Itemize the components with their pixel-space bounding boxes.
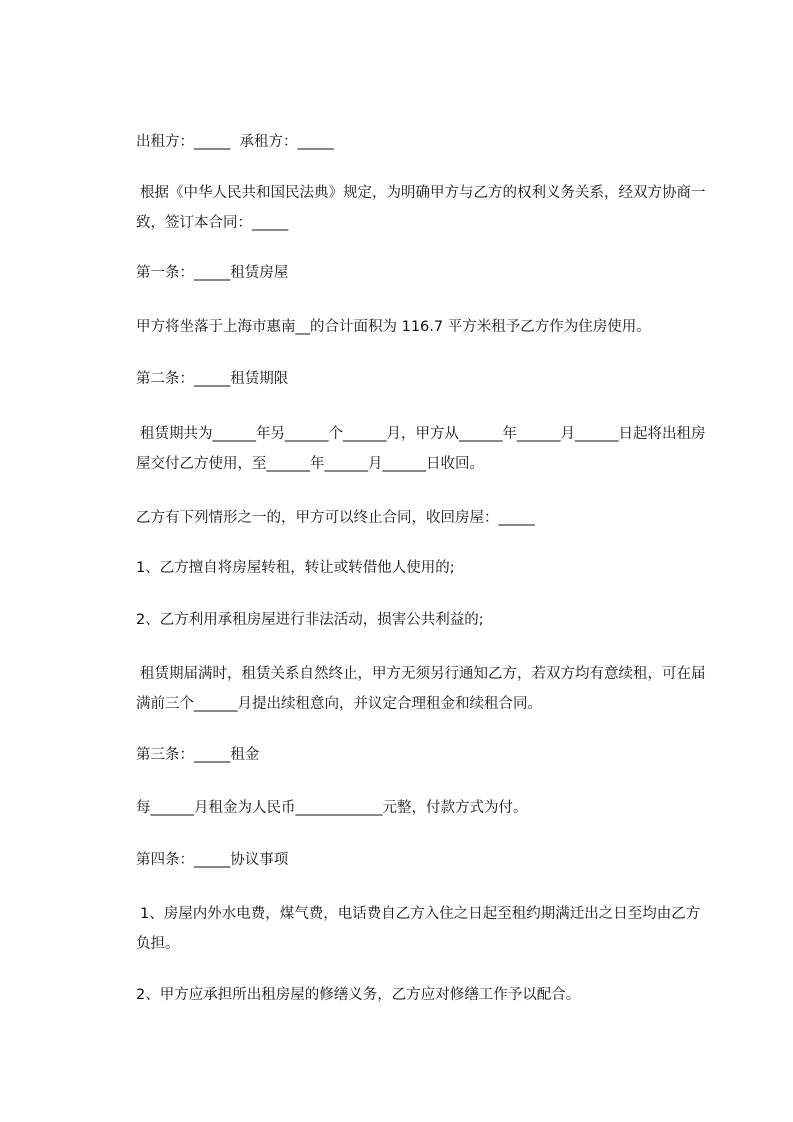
lease-expiry-paragraph: 租赁期届满时，租赁关系自然终止，甲方无须另行通知乙方，若双方均有意续租，可在届满前三个______月提出续租意向，并议定合理租金和续租合同。 [136,666,706,712]
article-1-heading: 第一条：_____租赁房屋 [136,265,289,281]
article-4-heading: 第四条：_____协议事项 [136,852,289,868]
termination-conditions-paragraph: 乙方有下列情形之一的，甲方可以终止合同，收回房屋：_____ [136,510,535,526]
termination-item-2: 2、乙方利用承租房屋进行非法活动，损害公共利益的; [136,612,484,628]
rent-paragraph: 每______月租金为人民币____________元整，付款方式为付。 [136,800,528,816]
property-description-paragraph: 甲方将坐落于上海市惠南__的合计面积为 116.7 平方米租予乙方作为住房使用。 [136,319,651,335]
agreement-item-1: 1、房屋内外水电费，煤气费，电话费自乙方入住之日起至租约期满迁出之日至均由乙方负担。 [136,906,701,952]
termination-item-1: 1、乙方擅自将房屋转租，转让或转借他人使用的; [136,560,455,576]
article-2-heading: 第二条：_____租赁期限 [136,371,289,387]
article-3-heading: 第三条：_____租金 [136,747,260,763]
preamble-paragraph: 根据《中华人民共和国民法典》规定，为明确甲方与乙方的权利义务关系，经双方协商一致，签订本合同：_____ [136,185,706,231]
lease-term-paragraph: 租赁期共为______年另______个______月，甲方从______年______月______日起将出租房屋交付乙方使用，至______年______月______日收回。 [136,426,706,472]
agreement-item-2: 2、甲方应承担所出租房屋的修缮义务，乙方应对修缮工作予以配合。 [136,987,581,1003]
parties-line: 出租方：_____ 承租方：_____ [136,134,334,150]
